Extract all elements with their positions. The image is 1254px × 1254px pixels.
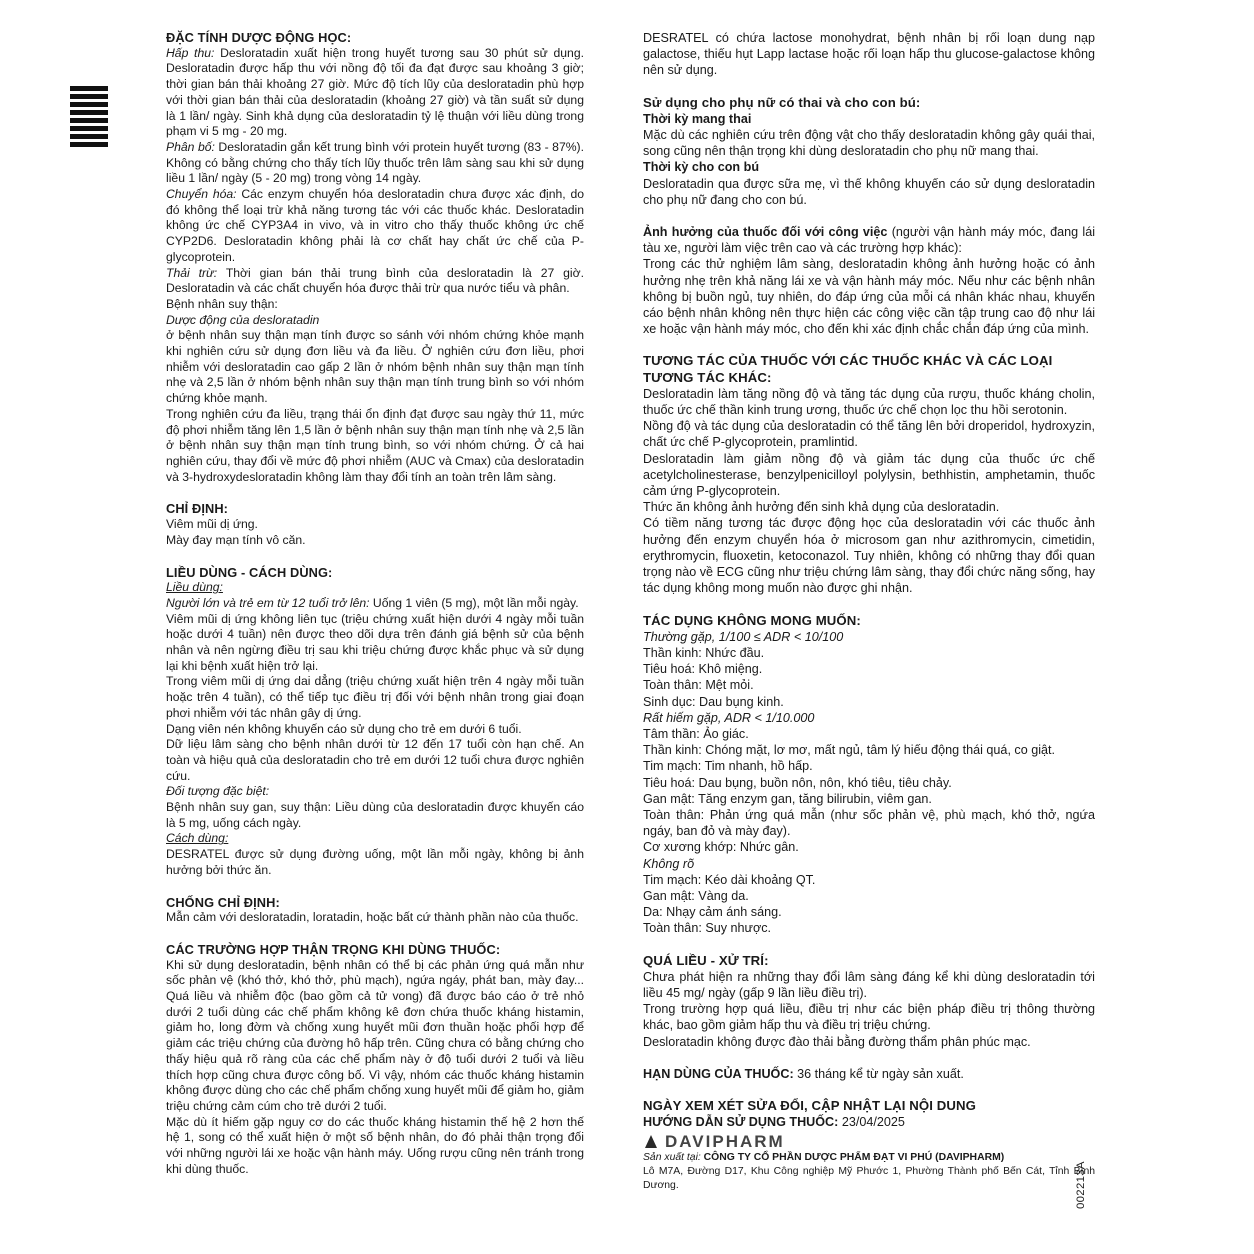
paragraph: Toàn thân: Suy nhược. xyxy=(643,921,772,936)
underlined-label: Liều dùng: xyxy=(166,580,223,595)
labeled-paragraph xyxy=(166,187,584,266)
paragraph: Desloratadin làm giảm nồng độ và giảm tác dụng của thuốc ức chế acetylcholinesterase, benzylpenicilloyl polylysin, bethhistin, amphetamin, thuốc cảm ứng P-glycoprotein. xyxy=(643,451,1095,499)
section-gap xyxy=(643,1082,1095,1098)
inline-heading: HƯỚNG DẪN SỬ DỤNG THUỐC: xyxy=(643,1115,839,1130)
section-heading: NGÀY XEM XÉT SỬA ĐỔI, CẬP NHẬT LẠI NỘI DUNG xyxy=(643,1097,976,1113)
paragraph: Viêm mũi dị ứng không liên tục (triệu chứng xuất hiện dưới 4 ngày mỗi tuần hoặc dưới 4 tuần) nên được theo dõi dựa trên đánh giá bệnh sử của bệnh nhân và nên ngừng điều trị sau khi triệu chứng được khắc phục và sử dụng lại khi bệnh xuất hiện trở lại. xyxy=(166,611,584,673)
paragraph: Dữ liệu lâm sàng cho bệnh nhân dưới từ 12 đến 17 tuổi còn hạn chế. An toàn và hiệu quả của desloratadin cho trẻ em dưới 12 tuổi chưa được nghiên cứu. xyxy=(166,737,584,783)
paragraph: Trong nghiên cứu đa liều, trạng thái ổn định đạt được sau ngày thứ 11, mức độ phơi nhiễm tăng lên 1,5 lần ở bệnh nhân suy thận mạn tính nhẹ và 2,5 lần ở bệnh nhân suy thận mạn tính trung bình, so với nhóm chứng. Ở cả hai nghiên cứu, thay đổi về mức độ phơi nhiễm (AUC và Cmax) của desloratadin và 3-hydroxydesloratadin không làm thay đổi tính an toàn trên lâm sàng. xyxy=(166,406,584,484)
italic-label: Rất hiếm gặp, ADR < 1/10.000 xyxy=(643,710,815,725)
inline-text: 36 tháng kể từ ngày sản xuất. xyxy=(793,1066,964,1081)
barcode-mark xyxy=(70,86,108,150)
manufacturer-name: CÔNG TY CỔ PHẦN DƯỢC PHẨM ĐẠT VI PHÚ (DAVIPHARM) xyxy=(700,1151,1005,1163)
inline-text: (người vận hành máy móc, đang lái tàu xe, người làm việc trên cao và các trường hợp khác): xyxy=(643,225,1095,256)
paragraph: Da: Nhạy cảm ánh sáng. xyxy=(643,905,782,920)
italic-label: Đối tượng đặc biệt: xyxy=(166,784,270,799)
paragraph: Trong viêm mũi dị ứng dai dẳng (triệu chứng xuất hiện trên 4 ngày mỗi tuần hoặc trên 4 tuần), có thể tiếp tục điều trị đối với bệnh nhân trong giai đoạn phơi nhiễm với tác nhân gây dị ứng. xyxy=(166,674,584,720)
inline-heading: HẠN DÙNG CỦA THUỐC: xyxy=(643,1066,794,1081)
paragraph: Thần kinh: Nhức đầu. xyxy=(643,645,765,660)
paragraph: Có tiềm năng tương tác được động học của desloratadin với các thuốc ảnh hưởng đến enzym chuyển hóa ở microsom gan như azithromycin, cimetidin, erythromycin, fluoxetin, ketoconazol. Tuy nhiên, không có những thay đổi quan trọng nào về ECG cũng như triệu chứng lâm sàng, thay đổi chức năng sống, hay tác dụng không mong muốn nào được ghi nhận. xyxy=(643,516,1095,596)
paragraph: Mặc dù ít hiếm gặp nguy cơ do các thuốc kháng histamin thế hệ 2 hơn thế hệ 1, song có thể xuất hiện ở một số bệnh nhân, do đó phải thận trọng đối với những người lái xe hoặc vận hành máy. Uống rượu cũng nên tránh trong khi dùng thuốc. xyxy=(166,1114,584,1176)
paragraph: Khi sử dụng desloratadin, bệnh nhân có thể bị các phản ứng quá mẫn như sốc phản vệ (khó thở, khó thở, phù mạch), ngứa ngáy, phát ban, mày đay... Quá liều và nhiễm độc (bao gồm cả tử vong) đã được báo cáo ở trẻ nhỏ dưới 2 tuổi dùng các chế phẩm không kê đơn chứa thuốc kháng histamin, giảm ho, long đờm và chống xung huyết mũi đơn thuần hoặc phối hợp để giảm các triệu chứng của đường hô hấp trên. Cũng chưa có bằng chứng cho thấy hiệu quả rõ ràng của các chế phẩm này ở độ tuổi dưới 2 tuổi và liều thích hợp cũng chưa được công bố. Vì vậy, nhóm các thuốc kháng histamin không được dùng cho các chế phẩm chống xung huyết mũi để giảm ho, giảm triệu chứng cảm cúm cho trẻ dưới 2 tuổi. xyxy=(166,957,584,1113)
paragraph-label: Hấp thu: xyxy=(166,45,215,60)
logo-wordmark: DAVIPHARM xyxy=(665,1132,785,1152)
section-heading: ĐẶC TÍNH DƯỢC ĐỘNG HỌC: xyxy=(166,30,352,45)
paragraph-text: Desloratadin xuất hiện trong huyết tương sau 30 phút sử dụng. Desloratadin được hấp thu với nồng độ tối đa đạt được sau khoảng 3 giờ; thời gian bán thải khoảng 27 giờ. Mức độ tích lũy của desloratadin phù hợp với thời gian bán thải của desloratadin (khoảng 27 giờ) và tần suất sử dụng là 1 lần/ ngày. Sinh khả dụng của desloratadin tỷ lệ thuận với liều dùng trong phạm vi 5 mg - 20 mg. xyxy=(166,45,584,139)
manufacturer xyxy=(643,1151,1095,1165)
paragraph: ở bệnh nhân suy thận mạn tính được so sánh với nhóm chứng khỏe mạnh khi nghiên cứu sử dụng đơn liều và đa liều. Ở nghiên cứu đơn liều, phơi nhiễm với desloratadin cao gấp 2 lần ở nhóm bệnh nhân suy thận mạn tính nhẹ và 2,5 lần ở nhóm bệnh nhân suy thận mạn tính trung bình so với nhóm chứng khỏe mạnh. xyxy=(166,328,584,406)
paragraph: Sinh dục: Dau bụng kinh. xyxy=(643,694,784,709)
paragraph: Mặc dù các nghiên cứu trên động vật cho thấy desloratadin không gây quái thai, song cũng nên thận trọng khi dùng desloratadin cho phụ nữ mang thai. xyxy=(643,128,1095,159)
side-code xyxy=(1073,1156,1087,1212)
paragraph-label: Thải trừ: xyxy=(166,265,218,280)
section-heading: CHỈ ĐỊNH: xyxy=(166,501,229,517)
paragraph: Cơ xương khớp: Nhức gân. xyxy=(643,840,799,855)
heading-with-text xyxy=(643,1066,1095,1082)
paragraph: Gan mật: Tăng enzym gan, tăng bilirubin, viêm gan. xyxy=(643,791,932,806)
labeled-paragraph xyxy=(166,46,584,140)
paragraph: Bệnh nhân suy thận: xyxy=(166,296,278,311)
section-heading: CHỐNG CHỈ ĐỊNH: xyxy=(166,894,280,910)
manufacturer-label: Sản xuất tại: xyxy=(643,1151,701,1163)
section-gap xyxy=(166,549,584,565)
paragraph: Tiêu hoá: Dau bụng, buồn nôn, nôn, khó tiêu, tiêu chảy. xyxy=(643,775,952,790)
paragraph-label: Chuyển hóa: xyxy=(166,187,237,202)
section-heading: QUÁ LIỀU - XỬ TRÍ: xyxy=(643,952,769,968)
paragraph: Tim mạch: Kéo dài khoảng QT. xyxy=(643,872,816,887)
section-gap xyxy=(166,926,584,942)
inline-text: 23/04/2025 xyxy=(838,1115,905,1130)
paragraph-text: Desloratadin gắn kết trung bình với protein huyết tương (83 - 87%). Không có bằng chứng cho thấy tích lũy thuốc trên lâm sàng sau khi sử dụng liều 1 lần/ ngày (5 - 20 mg) trong vòng 14 ngày. xyxy=(166,139,585,186)
paragraph: Thần kinh: Chóng mặt, lơ mơ, mất ngủ, tâm lý hiếu động thái quá, co giật. xyxy=(643,743,1056,758)
paragraph: Tiêu hoá: Khô miệng. xyxy=(643,662,763,677)
paragraph-text: Thời gian bán thải trung bình của desloratadin là 27 giờ. Desloratadin và các chất chuyển hóa được thải trừ qua nước tiểu và phân. xyxy=(166,265,585,296)
paragraph: Viêm mũi dị ứng. xyxy=(166,517,258,532)
paragraph-label: Người lớn và trẻ em từ 12 tuổi trở lên: xyxy=(166,595,370,610)
right-column xyxy=(643,30,1095,1193)
paragraph: Bệnh nhân suy gan, suy thận: Liều dùng của desloratadin được khuyến cáo là 5 mg, uống cách ngày. xyxy=(166,800,584,830)
italic-label: Thường gặp, 1/100 ≤ ADR < 10/100 xyxy=(643,629,844,644)
section-gap xyxy=(643,208,1095,224)
subheading: Thời kỳ cho con bú xyxy=(643,160,760,175)
paragraph: Nồng độ và tác dụng của desloratadin có thể tăng lên bởi droperidol, hydroxyzin, chất ức chế P-glycoprotein, pramlintid. xyxy=(643,419,1095,450)
italic-label: Dược động của desloratadin xyxy=(166,312,320,327)
logo-icon xyxy=(643,1134,659,1150)
manufacturer-address: Lô M7A, Đường D17, Khu Công nghiệp Mỹ Phước 1, Phường Thành phố Bến Cát, Tỉnh Bình Dương. xyxy=(643,1165,1095,1191)
paragraph: Chưa phát hiện ra những thay đổi lâm sàng đáng kể khi dùng desloratadin tới liều 45 mg/ ngày (gấp 9 lần liều điều trị). xyxy=(643,969,1095,1000)
section-heading: LIỀU DÙNG - CÁCH DÙNG: xyxy=(166,564,333,580)
paragraph: Toàn thân: Phản ứng quá mẫn (như sốc phản vệ, phù mạch, khó thở, ngứa ngáy, ban đỏ và mày đay). xyxy=(643,807,1095,839)
paragraph: Desloratadin làm tăng nồng độ và tăng tác dụng của rượu, thuốc kháng cholin, thuốc ức chế thần kinh trung ương, thuốc ức chế chọn lọc thu hồi serotonin. xyxy=(643,386,1095,418)
labeled-paragraph xyxy=(166,140,584,187)
section-heading: CÁC TRƯỜNG HỢP THẬN TRỌNG KHI DÙNG THUỐC: xyxy=(166,941,501,957)
labeled-paragraph xyxy=(166,266,584,297)
paragraph: Thức ăn không ảnh hưởng đến sinh khả dụng của desloratadin. xyxy=(643,500,1000,515)
paragraph: Gan mật: Vàng da. xyxy=(643,888,749,903)
section-gap xyxy=(643,597,1095,613)
paragraph: DESRATEL được sử dụng đường uống, một lần mỗi ngày, không bị ảnh hưởng bởi thức ăn. xyxy=(166,847,584,877)
side-code-text: 002213A xyxy=(1074,1161,1087,1209)
paragraph: Desloratadin không được đào thải bằng đường thẩm phân phúc mạc. xyxy=(643,1034,1031,1049)
paragraph: DESRATEL có chứa lactose monohydrat, bệnh nhân bị rối loạn dung nạp galactose, thiếu hụt Lapp lactase hoặc rối loạn hấp thu glucose-galactose không nên sử dụng. xyxy=(643,31,1095,78)
paragraph: Dạng viên nén không khuyến cáo sử dụng cho trẻ em dưới 6 tuổi. xyxy=(166,721,522,736)
section-gap xyxy=(166,879,584,895)
section-heading: TƯƠNG TÁC CỦA THUỐC VỚI CÁC THUỐC KHÁC VÀ CÁC LOẠI TƯƠNG TÁC KHÁC: xyxy=(643,353,1053,385)
section-gap xyxy=(643,937,1095,953)
section-heading: TÁC DỤNG KHÔNG MONG MUỐN: xyxy=(643,612,861,628)
paragraph: Mày đay mạn tính vô căn. xyxy=(166,532,306,547)
italic-label: Không rõ xyxy=(643,856,695,871)
section-gap xyxy=(643,337,1095,353)
inline-heading: Ảnh hưởng của thuốc đối với công việc xyxy=(643,225,888,240)
heading-with-text xyxy=(643,1114,1095,1130)
paragraph: Trong trường hợp quá liều, điều trị như các biện pháp điều trị thông thường khác, bao gồm giảm hấp thu và điều trị triệu chứng. xyxy=(643,1002,1095,1033)
section-gap xyxy=(643,79,1095,95)
paragraph-text: Uống 1 viên (5 mg), một lần mỗi ngày. xyxy=(369,595,579,610)
paragraph-label: Phân bố: xyxy=(166,139,215,154)
paragraph: Tâm thần: Ảo giác. xyxy=(643,726,749,741)
paragraph-text: Các enzym chuyển hóa desloratadin chưa được xác định, do đó không thể loại trừ khả năng tương tác với các thuốc khác. Desloratadin không ức chế CYP3A4 in vivo, và in vitro cho thấy thuốc không ức chế CYP2D6. Desloratadin không phải là cơ chất hay chất ức chế của P-glycoprotein. xyxy=(166,187,584,264)
davipharm-logo xyxy=(643,1134,1095,1150)
underlined-label: Cách dùng: xyxy=(166,831,229,846)
paragraph: Tim mạch: Tim nhanh, hồ hấp. xyxy=(643,759,813,774)
section-gap xyxy=(643,1050,1095,1066)
heading-with-text xyxy=(643,224,1095,256)
paragraph: Mẫn cảm với desloratadin, loratadin, hoặc bất cứ thành phần nào của thuốc. xyxy=(166,910,579,925)
paragraph: Toàn thân: Mệt mỏi. xyxy=(643,678,754,693)
section-heading: Sử dụng cho phụ nữ có thai và cho con bú: xyxy=(643,94,921,110)
paragraph: Trong các thử nghiệm lâm sàng, desloratadin không ảnh hưởng hoặc có ảnh hưởng nhẹ trên khả năng lái xe và vận hành máy móc. Nếu như các bệnh nhân không bị buồn ngủ, tuy nhiên, do đáp ứng của mỗi cá nhân khác nhau, khuyến cáo bệnh nhân không nên thực hiện các công việc cần tập trung cao độ như lái xe hoặc vận hành máy móc, cho đến khi xác định chắc chắn đáp ứng của mình. xyxy=(643,257,1095,337)
labeled-paragraph xyxy=(166,596,584,612)
left-column xyxy=(166,30,584,1178)
section-gap xyxy=(166,485,584,501)
subheading: Thời kỳ mang thai xyxy=(643,111,752,126)
paragraph: Desloratadin qua được sữa mẹ, vì thế không khuyến cáo sử dụng desloratadin cho phụ nữ đang cho con bú. xyxy=(643,176,1095,207)
